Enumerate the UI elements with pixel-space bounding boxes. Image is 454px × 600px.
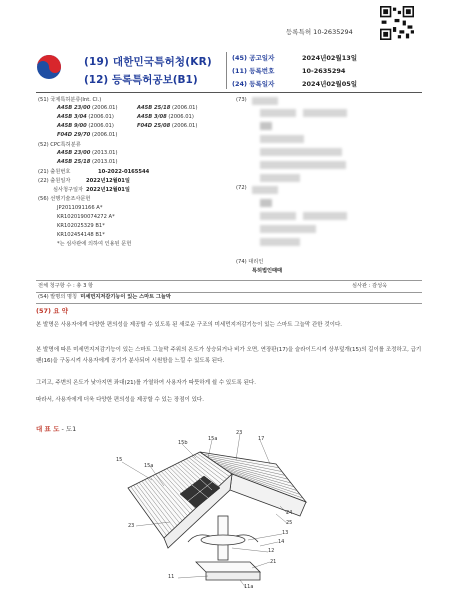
figure-ref-number: 15b — [178, 440, 188, 446]
agent-label: (74) 대리인 — [236, 259, 264, 265]
patent-number-top: 등록특허 10-2635294 — [286, 28, 353, 36]
exam-date-label: 심사청구일자 — [53, 187, 84, 193]
redacted-block — [260, 199, 272, 207]
pub-row-regdate: (24) 등록일자 2024년02월05일 — [232, 80, 358, 88]
abstract-paragraph: 본 발명에 따른 미세먼지저감기능이 있는 스마트 그늘막 주위의 온도가 상승되거나 비가 오면, 연장판(17)을 슬라이드시켜 상부덮개(15)의 길이를 조정하고, 급기팬(16)을 구동시켜 사용자에게 공기가 분사되어 시원함을 느낄 수 있도록 된다. — [36, 347, 422, 364]
redacted-block — [303, 212, 347, 220]
redacted-block — [260, 109, 296, 117]
figure-ref-number: 17 — [258, 436, 265, 442]
figure-ref-number: 15a — [208, 436, 218, 442]
redacted-block — [303, 109, 347, 117]
cpc-label: (52) CPC특허분류 — [38, 142, 81, 148]
invention-title: (54) 발명의 명칭 미세먼지저감기능이 있는 스마트 그늘막 — [38, 294, 171, 300]
app-date-label: (22) 출원일자 — [38, 178, 71, 184]
section-rule — [36, 303, 422, 304]
redacted-block — [252, 186, 278, 194]
abstract-paragraph: 그리고, 주변의 온도가 낮아지면 좌대(21)를 가열하여 사용자가 따뜻하게 쉴 수 있도록 된다. — [36, 380, 256, 386]
ipc-row: F04D 29/70 (2006.01) — [57, 132, 118, 138]
prior-art-item: KR102454148 B1* — [57, 232, 105, 238]
figure-ref-number: 24 — [286, 510, 293, 516]
representative-figure-drawing — [100, 430, 340, 590]
redacted-block — [260, 174, 300, 182]
cpc-row: A45B 23/00 (2013.01) — [57, 150, 118, 156]
prior-art-item: KR102025329 B1* — [57, 223, 105, 229]
cpc-row: A45B 25/18 (2013.01) — [57, 159, 118, 165]
ipc-row: A45B 23/00 (2006.01) — [57, 105, 118, 111]
claims-count: 전체 청구항 수 : 총 3 항 — [38, 283, 94, 289]
figure-ref-number: 25 — [286, 520, 293, 526]
exam-date-value: 2022년12월01일 — [86, 187, 130, 193]
section-rule — [36, 280, 422, 281]
prior-art-label: (56) 선행기술조사문헌 — [38, 196, 91, 202]
office-title: (19) 대한민국특허청(KR) — [84, 56, 212, 68]
figure-ref-number: 11 — [168, 574, 175, 580]
figure-ref-number: 11a — [244, 584, 254, 590]
figure-ref-number: 13 — [282, 530, 289, 536]
gazette-title: (12) 등록특허공보(B1) — [84, 74, 198, 86]
prior-art-note: *는 심사관에 의하여 인용된 문헌 — [57, 241, 132, 247]
examiner: 심사관 : 감성욱 — [352, 283, 388, 289]
prior-art-item: JP2011091166 A* — [57, 205, 103, 211]
ipc-row: F04D 25/08 (2006.01) — [137, 123, 198, 129]
korea-taegeuk-emblem-icon — [36, 54, 62, 80]
app-no-value: 10-2022-0165544 — [98, 169, 150, 175]
pub-row-regno: (11) 등록번호 10-2635294 — [232, 67, 346, 75]
figure-ref-number: 14 — [278, 539, 285, 545]
abstract-title: (57) 요 약 — [36, 307, 69, 315]
redacted-block — [260, 122, 272, 130]
field-72-label: (72) — [236, 185, 247, 191]
pub-row-announce: (45) 공고일자 2024년02월13일 — [232, 54, 358, 62]
ipc-row: A45B 25/18 (2006.01) — [137, 105, 198, 111]
figure-ref-number: 23 — [236, 430, 243, 436]
figure-ref-number: 15a — [144, 463, 154, 469]
figure-ref-number: 15 — [116, 457, 123, 463]
abstract-paragraph: 따라서, 사용자에게 더욱 다양한 편의성을 제공할 수 있는 장점이 있다. — [36, 397, 204, 403]
figure-ref-number: 21 — [270, 559, 277, 565]
ipc-row: A45B 3/08 (2006.01) — [137, 114, 194, 120]
redacted-block — [260, 148, 342, 156]
redacted-block — [260, 161, 346, 169]
redacted-block — [260, 135, 304, 143]
ipc-label: (51) 국제특허분류(Int. Cl.) — [38, 97, 102, 103]
qr-code-icon — [380, 6, 414, 40]
app-no-label: (21) 출원번호 — [38, 169, 71, 175]
figure-ref-number: 23 — [128, 523, 135, 529]
ipc-row: A45B 3/04 (2006.01) — [57, 114, 114, 120]
prior-art-item: KR1020190074272 A* — [57, 214, 115, 220]
app-date-value: 2022년12월01일 — [86, 178, 130, 184]
figure-ref-number: 12 — [268, 548, 275, 554]
ipc-row: A45B 9/00 (2006.01) — [57, 123, 114, 129]
agent-value: 특허법인때때 — [252, 268, 283, 274]
redacted-block — [260, 212, 296, 220]
abstract-paragraph: 본 발명은 사용자에게 다양한 편의성을 제공할 수 있도록 된 새로운 구조의 미세먼지저감기능이 있는 스마트 그늘막 관한 것이다. — [36, 322, 343, 328]
header-rule — [36, 92, 422, 93]
field-73-label: (73) — [236, 97, 247, 103]
redacted-block — [260, 225, 316, 233]
redacted-block — [252, 97, 278, 105]
header-divider — [226, 52, 227, 89]
redacted-block — [260, 238, 300, 246]
figure-label: 대 표 도 - 도1 — [36, 425, 77, 433]
